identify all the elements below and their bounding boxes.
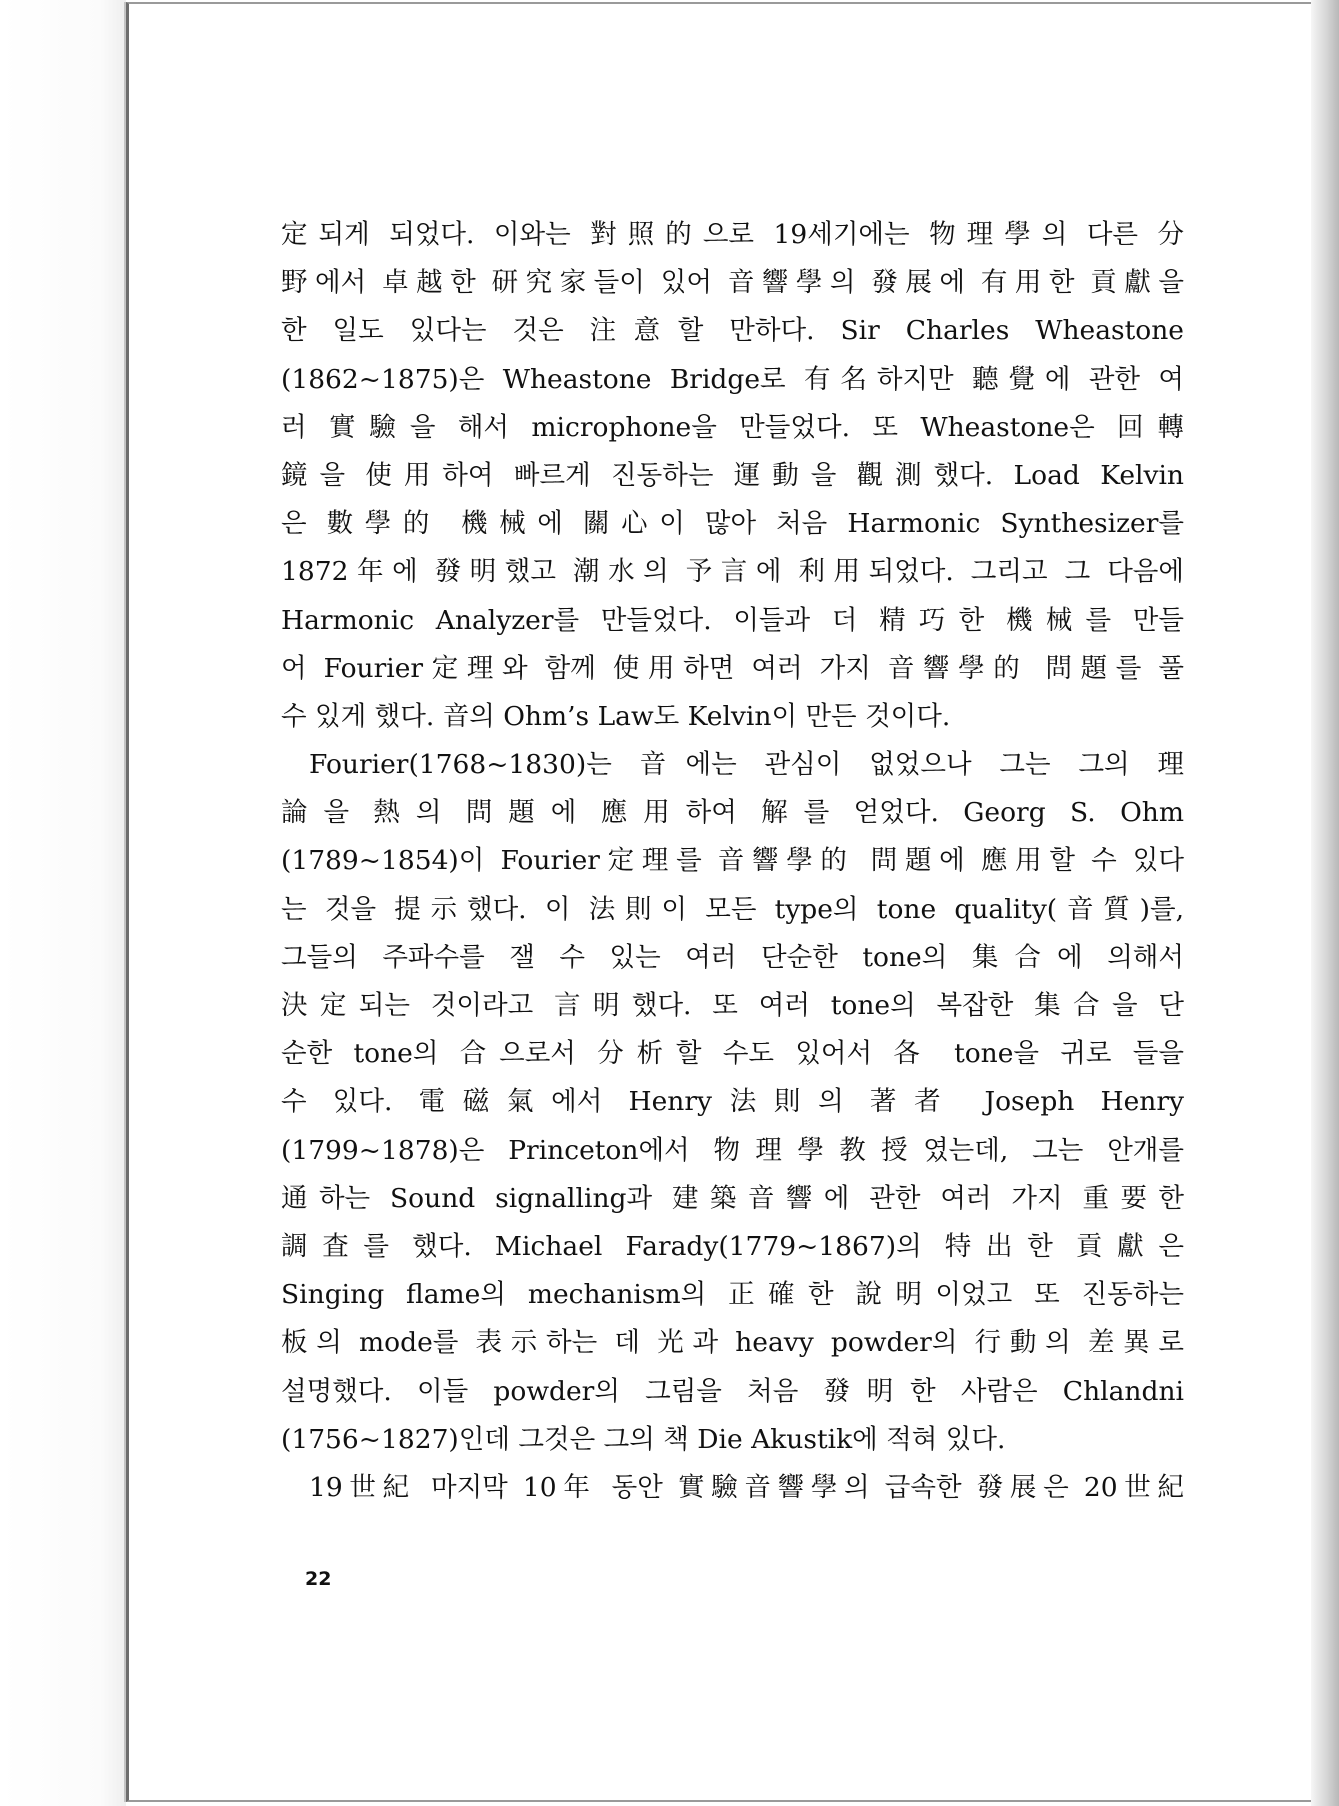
text-line: 調査를 했다. Michael Farady(1779~1867)의 特出한 貢獻은	[281, 1230, 1184, 1262]
text-line: 鏡을 使用하여 빠르게 진동하는 運動을 觀測했다. Load Kelvin	[281, 459, 1184, 491]
text-line: 순한 tone의 合으로서 分析할 수도 있어서 各 tone을 귀로 들을	[281, 1038, 1184, 1070]
text-line: 어 Fourier定理와 함께 使用하면 여러 가지 音響學的 問題를 풀	[281, 652, 1184, 684]
page-left-margin	[0, 0, 126, 1806]
text-line: 定되게 되었다. 이와는 對照的으로 19세기에는 物理學의 다른 分	[281, 219, 1184, 250]
text-line: 1872年에 發明했고 潮水의 予言에 利用되었다. 그리고 그 다음에	[281, 556, 1184, 588]
page-edge-shadow	[1311, 0, 1339, 1806]
body-text	[281, 211, 1184, 1512]
text-line: 설명했다. 이들 powder의 그림을 처음 發明한 사람은 Chlandni	[281, 1375, 1184, 1407]
text-line: (1789~1854)이 Fourier定理를 音響學的 問題에 應用할 수 있다	[281, 845, 1184, 877]
text-line-paragraph-start: 19世紀 마지막 10年 동안 實驗音響學의 급속한 發展은 20世紀	[309, 1471, 1184, 1503]
text-line: 그들의 주파수를 잴 수 있는 여러 단순한 tone의 集合에 의해서	[281, 941, 1184, 973]
text-line: Harmonic Analyzer를 만들었다. 이들과 더 精巧한 機械를 만들	[281, 604, 1184, 636]
text-line: 은 數學的 機械에 關心이 많아 처음 Harmonic Synthesizer를	[281, 508, 1184, 540]
text-line: 論을 熱의 問題에 應用하여 解를 얻었다. Georg S. Ohm	[281, 797, 1184, 829]
text-line: 는 것을 提示했다. 이 法則이 모든 type의 tone quality(音質)를,	[281, 893, 1184, 925]
text-line-paragraph-start: Fourier(1768~1830)는 音에는 관심이 없었으나 그는 그의 理	[309, 749, 1184, 781]
text-line: 수 있다. 電磁氣에서 Henry法則의 著者 Joseph Henry	[281, 1086, 1184, 1118]
text-line: 通하는 Sound signalling과 建築音響에 관한 여러 가지 重要한	[281, 1182, 1184, 1214]
text-line: 野에서 卓越한 研究家들이 있어 音響學의 發展에 有用한 貢獻을	[281, 267, 1184, 299]
page-number: 22	[305, 1568, 332, 1590]
text-line-paragraph-end: (1756~1827)인데 그것은 그의 책 Die Akustik에 적혀 있다.	[281, 1423, 1006, 1455]
text-line: 한 일도 있다는 것은 注意할 만하다. Sir Charles Wheastone	[281, 315, 1184, 347]
text-line-paragraph-end: 수 있게 했다. 音의 Ohm’s Law도 Kelvin이 만든 것이다.	[281, 700, 951, 732]
text-line: 러 實驗을 해서 microphone을 만들었다. 또 Wheastone은 回轉	[281, 411, 1184, 443]
text-line: 板의 mode를 表示하는 데 光과 heavy powder의 行動의 差異로	[281, 1327, 1184, 1359]
text-line: 決定되는 것이라고 言明했다. 또 여러 tone의 복잡한 集合을 단	[281, 990, 1184, 1021]
text-line: (1799~1878)은 Princeton에서 物理學教授였는데, 그는 안개를	[281, 1134, 1184, 1166]
text-line: (1862~1875)은 Wheastone Bridge로 有名하지만 聽覺에 관한 여	[281, 363, 1184, 395]
text-line: Singing flame의 mechanism의 正確한 說明이었고 또 진동하는	[281, 1279, 1184, 1311]
